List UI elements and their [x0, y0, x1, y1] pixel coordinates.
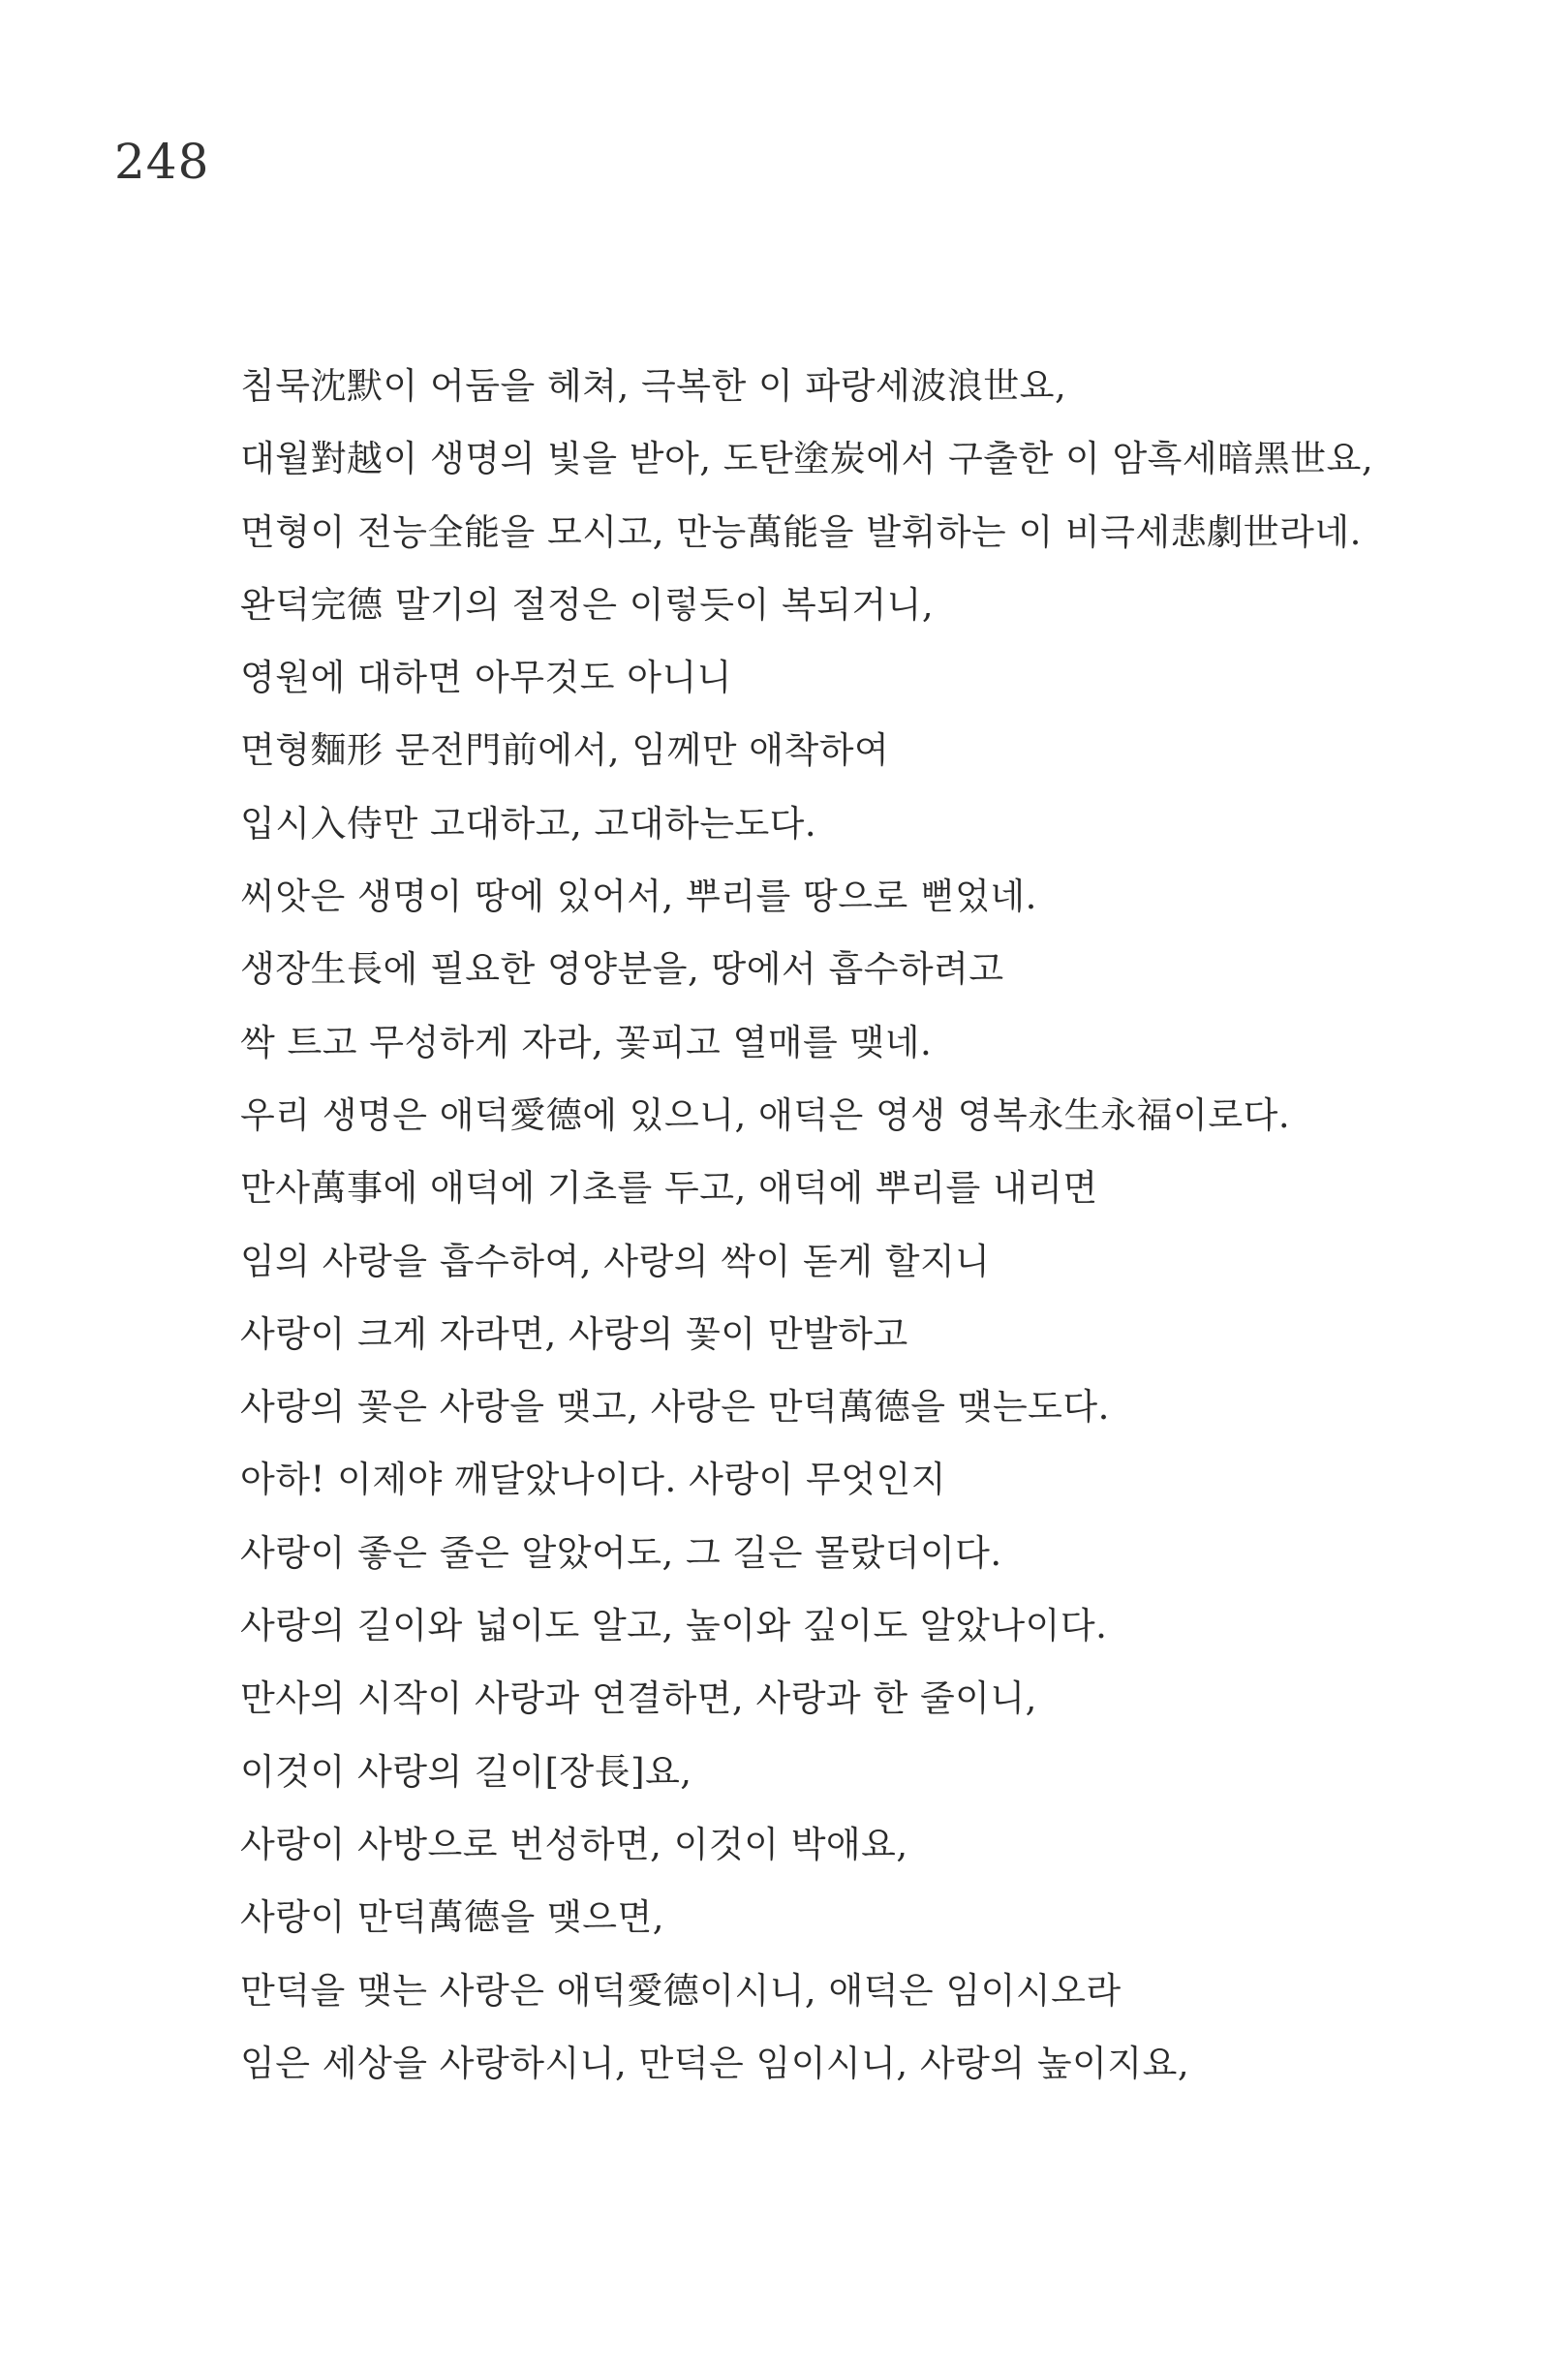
poem-line: 완덕完德 말기의 절정은 이렇듯이 복되거니,	[240, 583, 935, 626]
page-number: 248	[114, 134, 210, 190]
poem-text	[240, 356, 1460, 2107]
poem-line: 사랑이 좋은 줄은 알았어도, 그 길은 몰랐더이다.	[240, 1531, 1002, 1574]
poem-line: 임의 사랑을 흡수하여, 사랑의 싹이 돋게 할지니	[240, 1240, 991, 1282]
poem-line: 싹 트고 무성하게 자라, 꽃피고 열매를 맺네.	[240, 1021, 933, 1063]
poem-line: 면형麵形 문전門前에서, 임께만 애착하여	[240, 729, 890, 772]
poem-line: 영원에 대하면 아무것도 아니니	[240, 657, 732, 699]
poem-line: 임은 세상을 사랑하시니, 만덕은 임이시니, 사랑의 높이지요,	[240, 2042, 1190, 2084]
poem-line: 대월對越이 생명의 빛을 받아, 도탄塗炭에서 구출한 이 암흑세暗黑世요,	[240, 438, 1374, 480]
poem-line: 사랑의 꽃은 사랑을 맺고, 사랑은 만덕萬德을 맺는도다.	[240, 1386, 1110, 1429]
poem-line: 아하! 이제야 깨달았나이다. 사랑이 무엇인지	[240, 1459, 947, 1501]
poem-line: 사랑의 길이와 넓이도 알고, 높이와 깊이도 알았나이다.	[240, 1605, 1108, 1647]
poem-line: 씨앗은 생명이 땅에 있어서, 뿌리를 땅으로 뻗었네.	[240, 876, 1037, 918]
poem-line: 만사萬事에 애덕에 기초를 두고, 애덕에 뿌리를 내리면	[240, 1167, 1098, 1210]
poem-line: 생장生長에 필요한 영양분을, 땅에서 흡수하려고	[240, 948, 1004, 991]
poem-line: 침묵沈默이 어둠을 헤쳐, 극복한 이 파랑세波浪世요,	[240, 365, 1067, 407]
poem-line: 만덕을 맺는 사랑은 애덕愛德이시니, 애덕은 임이시오라	[240, 1969, 1122, 2012]
poem-line: 입시入侍만 고대하고, 고대하는도다.	[240, 802, 817, 845]
poem-line: 사랑이 만덕萬德을 맺으면,	[240, 1896, 664, 1939]
poem-line: 우리 생명은 애덕愛德에 있으니, 애덕은 영생 영복永生永福이로다.	[240, 1093, 1291, 1136]
poem-line: 사랑이 사방으로 번성하면, 이것이 박애요,	[240, 1823, 908, 1865]
poem-line: 이것이 사랑의 길이[장長]요,	[240, 1750, 692, 1793]
poem-line: 면형이 전능全能을 모시고, 만능萬能을 발휘하는 이 비극세悲劇世라네.	[240, 510, 1362, 553]
poem-line: 만사의 시작이 사랑과 연결하면, 사랑과 한 줄이니,	[240, 1677, 1037, 1720]
poem-line: 사랑이 크게 자라면, 사랑의 꽃이 만발하고	[240, 1312, 908, 1355]
